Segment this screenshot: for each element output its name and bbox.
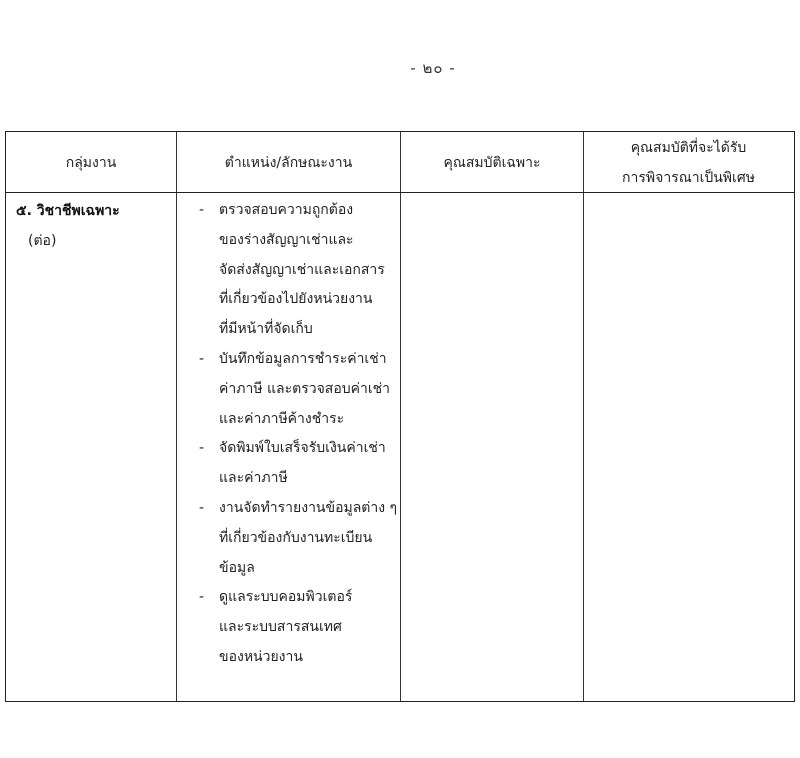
duty-line: จัดพิมพ์ใบเสร็จรับเงินค่าเช่า [219,440,386,457]
header-work-group-label: กลุ่มงาน [65,154,117,171]
bullet-dash: - [199,589,205,606]
work-group-title: ๕. วิชาชีพเฉพาะ [16,203,120,219]
duty-line: บันทึกข้อมูลการชำระค่าเช่า [219,350,387,367]
qualification-table [5,131,795,702]
bullet-dash: - [199,499,205,516]
bullet-dash: - [199,350,205,367]
header-qualifications-label: คุณสมบัติเฉพาะ [443,154,541,171]
duty-line: และระบบสารสนเทศ [219,619,342,636]
duty-line: ที่เกี่ยวข้องไปยังหน่วยงาน [219,291,373,308]
duty-line: ของหน่วยงาน [219,648,303,665]
column-divider-1 [176,132,177,701]
duty-item [199,196,399,345]
duty-line: ที่เกี่ยวข้องกับงานทะเบียน [219,529,373,546]
column-divider-2 [400,132,401,701]
duty-line: และค่าภาษีค้างชำระ [219,410,345,427]
header-special-line1: คุณสมบัติที่จะได้รับ [630,139,747,156]
duty-line: และค่าภาษี [219,470,288,487]
duty-line: งานจัดทำรายงานข้อมูลต่าง ๆ [219,499,398,516]
header-qualifications [401,132,583,193]
duty-line: ที่มีหน้าที่จัดเก็บ [219,321,313,338]
column-divider-3 [583,132,584,701]
work-group-continued: (ต่อ) [28,233,57,249]
duty-line: จัดส่งสัญญาเช่าและเอกสาร [219,261,385,278]
duty-item [199,583,399,672]
duty-line: ตรวจสอบความถูกต้อง [219,202,354,218]
header-special-line2: การพิจารณาเป็นพิเศษ [622,169,755,186]
page-number: - ๒๐ - [410,59,456,77]
header-work-group [6,132,176,193]
duty-line: ดูแลระบบคอมพิวเตอร์ [219,589,353,606]
duty-item [199,494,399,583]
duty-line: ของร่างสัญญาเช่าและ [219,231,354,248]
duty-item [199,434,399,494]
header-position [177,132,400,193]
duty-line: ค่าภาษี และตรวจสอบค่าเช่า [219,380,391,397]
bullet-dash: - [199,202,205,218]
header-position-label: ตำแหน่ง/ลักษณะงาน [224,154,353,171]
duty-item [199,345,399,434]
duties-list [199,196,399,673]
duty-line: ข้อมูล [219,559,255,576]
bullet-dash: - [199,440,205,457]
header-special-consideration [584,132,793,193]
